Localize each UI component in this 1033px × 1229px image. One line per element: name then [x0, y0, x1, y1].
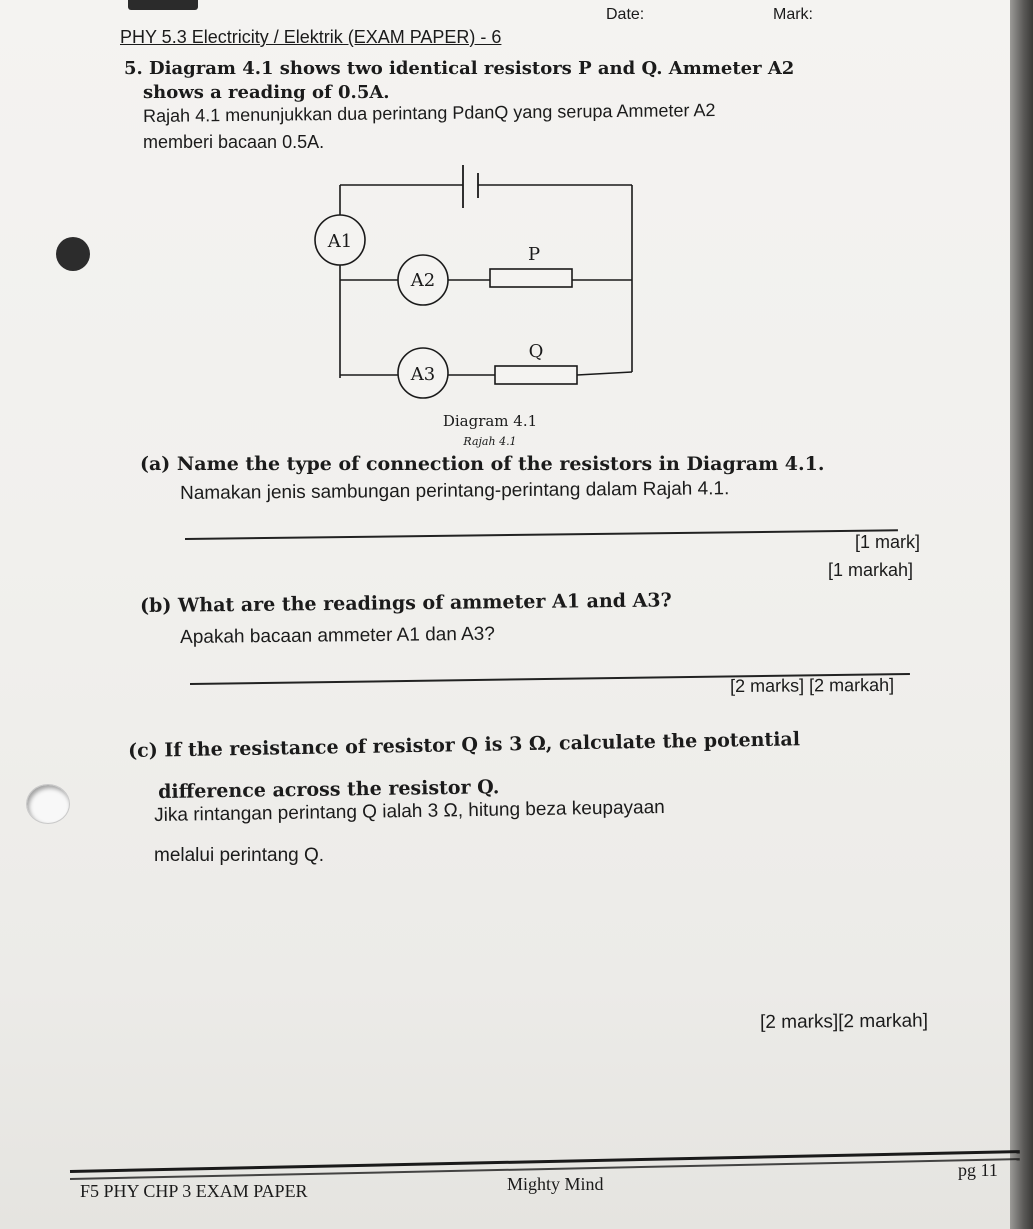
- resistor-q: [495, 366, 577, 384]
- part-c-marks: [2 marks][2 markah]: [760, 1010, 929, 1033]
- resistor-p-label: P: [527, 244, 541, 265]
- footer-page-number: pg 11: [958, 1160, 998, 1180]
- diagram-caption-ms: Rajah 4.1: [463, 435, 517, 448]
- part-a-question-ms: Namakan jenis sambungan perintang-perintang dalam Rajah 4.1.: [180, 478, 730, 504]
- binder-clip-mark: [128, 0, 198, 10]
- part-a-marks-en: [1 mark]: [855, 532, 921, 552]
- punch-hole-top: [56, 237, 90, 271]
- date-label: Date:: [606, 6, 645, 23]
- question-stem-ms-1: Rajah 4.1 menunjukkan dua perintang PdanQ yang serupa Ammeter A2: [143, 100, 716, 126]
- mark-label: Mark:: [773, 6, 813, 23]
- part-c-question-ms-1: Jika rintangan perintang Q ialah 3 Ω, hitung beza keupayaan: [154, 796, 665, 826]
- punch-hole-bottom: [26, 784, 70, 824]
- part-c-question-en-2: difference across the resistor Q.: [158, 776, 500, 803]
- part-b-question-en: (b) What are the readings of ammeter A1 and A3?: [140, 589, 672, 617]
- footer-center-text: Mighty Mind: [507, 1174, 604, 1194]
- part-c-question-en-1: (c) If the resistance of resistor Q is 3 Ω, calculate the potential: [128, 728, 801, 762]
- diagram-caption-en: Diagram 4.1: [442, 412, 538, 430]
- question-stem-en-1: 5. Diagram 4.1 shows two identical resistors P and Q. Ammeter A2: [124, 58, 795, 79]
- subject-title: PHY 5.3 Electricity / Elektrik (EXAM PAPER) - 6: [120, 27, 502, 47]
- question-stem-en-2: shows a reading of 0.5A.: [143, 82, 390, 103]
- question-stem-ms-2: memberi bacaan 0.5A.: [143, 132, 325, 152]
- resistor-q-label: Q: [528, 341, 544, 362]
- ammeter-a3-label: A3: [410, 364, 436, 385]
- paper-edge-shadow: [1010, 0, 1033, 1229]
- part-b-marks: [2 marks] [2 markah]: [730, 674, 895, 696]
- circuit-diagram: [300, 160, 660, 460]
- part-a-question-en: (a) Name the type of connection of the resistors in Diagram 4.1.: [140, 453, 825, 475]
- part-c-question-ms-2: melalui perintang Q.: [154, 845, 325, 866]
- resistor-p: [490, 269, 572, 287]
- ammeter-a1-label: A1: [327, 231, 353, 252]
- footer-left-text: F5 PHY CHP 3 EXAM PAPER: [80, 1181, 308, 1201]
- part-b-question-ms: Apakah bacaan ammeter A1 dan A3?: [180, 623, 495, 648]
- ammeter-a2-label: A2: [410, 270, 436, 291]
- part-a-marks-ms: [1 markah]: [828, 560, 914, 580]
